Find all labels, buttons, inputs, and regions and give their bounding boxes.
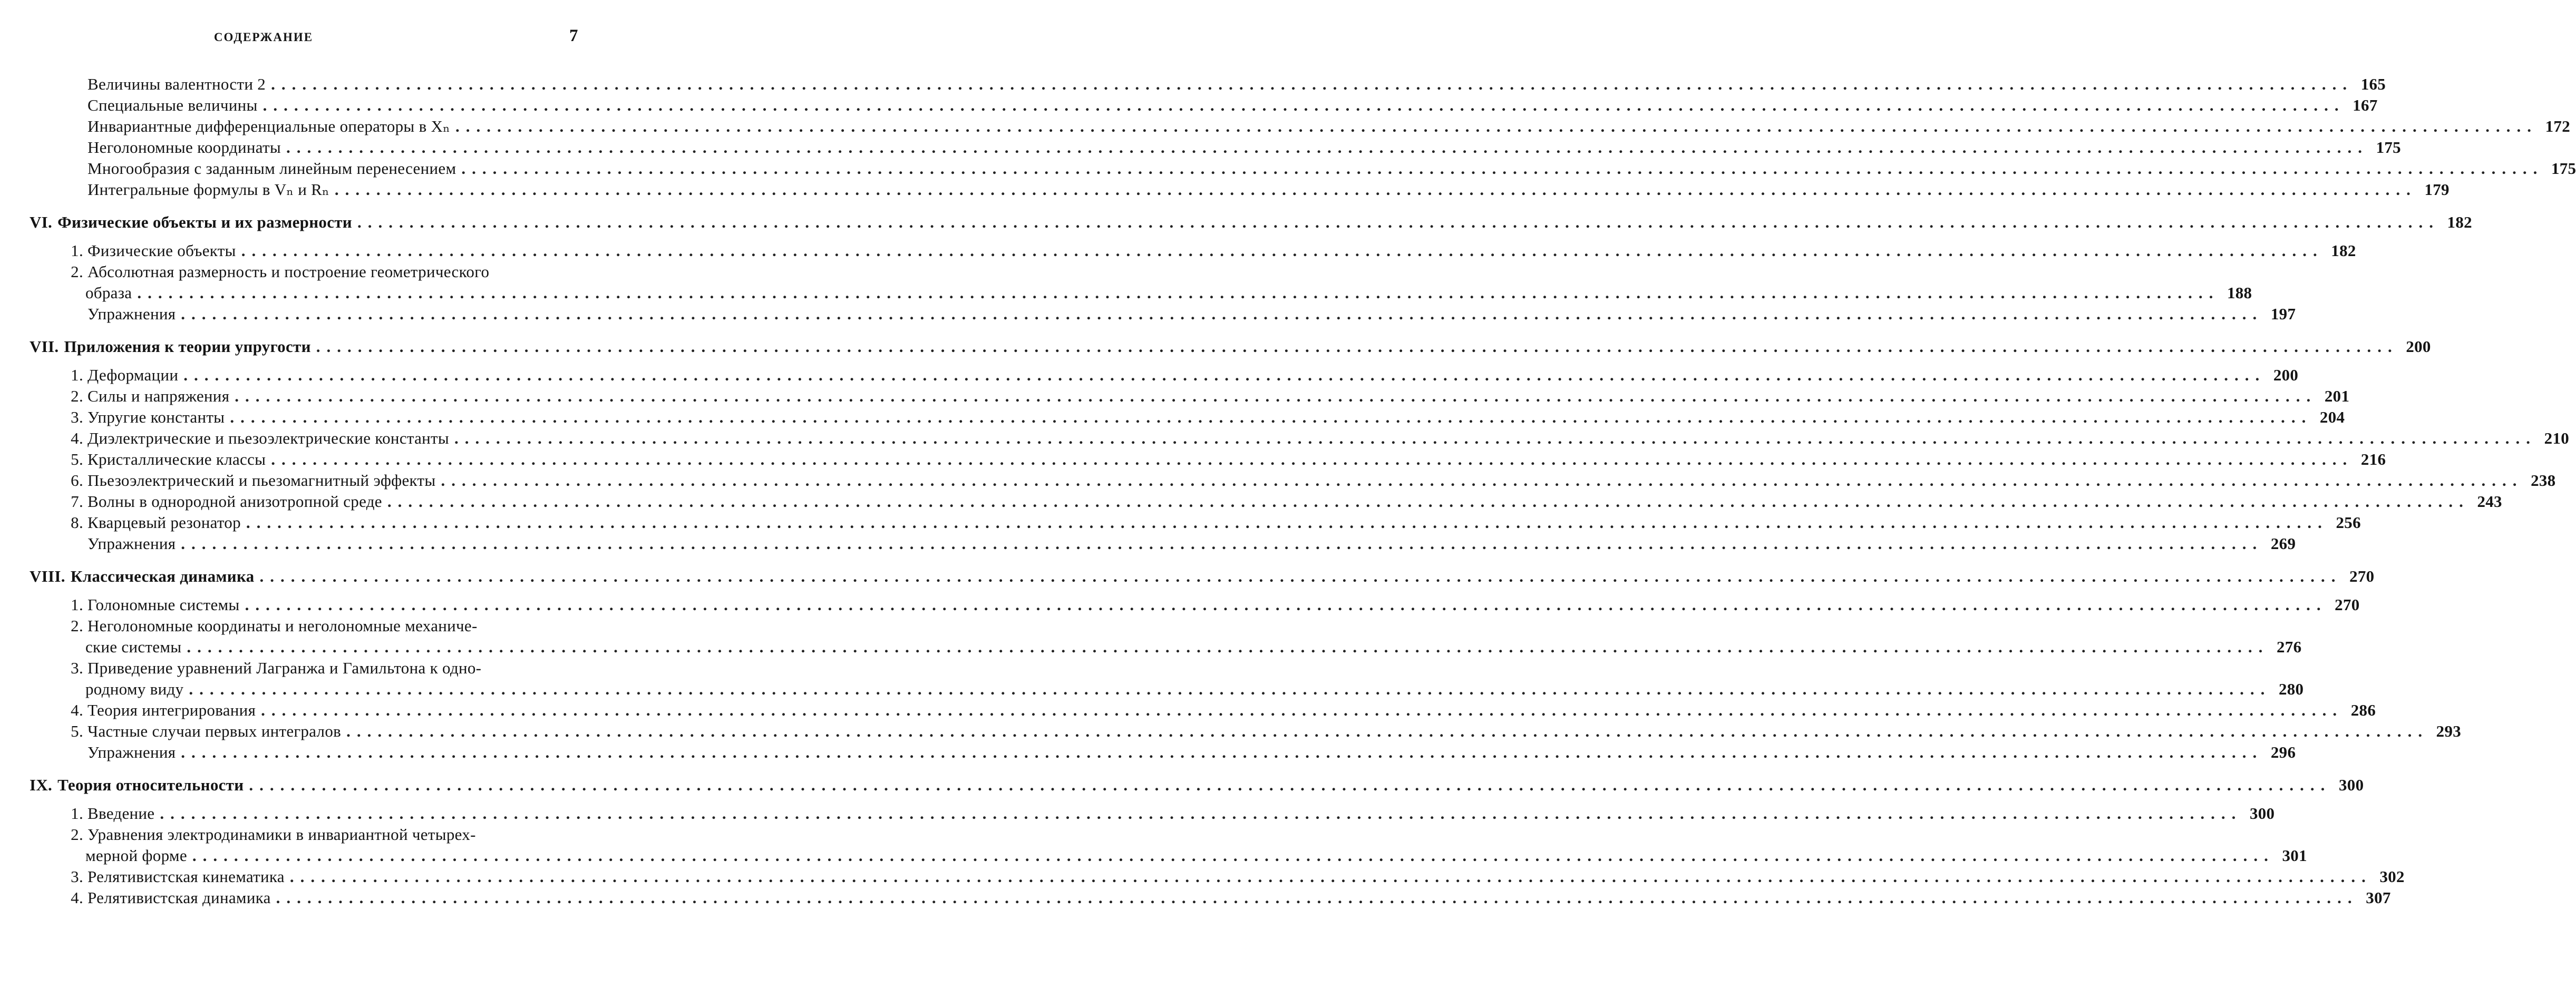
toc-page-number: 200 [2273,366,2299,384]
toc-title: Физические объекты и их размерности [57,213,352,231]
dot-leader: ........................................................................................................................................................................................................ [189,680,2271,698]
toc-section [30,887,2391,908]
toc-section [30,137,2401,158]
toc-line [30,845,2307,866]
dot-leader: ........................................................................................................................................................................................................ [455,117,2538,135]
toc-section [30,116,2570,137]
toc-number: 2. [71,617,83,635]
toc-section [30,803,2275,824]
dot-leader: ........................................................................................................................................................................................................ [183,366,2266,384]
toc-title: Кварцевый резонатор [88,513,241,532]
running-title: СОДЕРЖАНИЕ [213,31,314,44]
dot-leader: ........................................................................................................................................................................................................ [249,776,2331,794]
toc-page-number: 197 [2270,305,2296,323]
toc-section [30,512,2361,533]
toc-page-number: 175 [2551,159,2576,178]
toc-line [30,470,2556,491]
toc-page-number: 167 [2353,96,2378,114]
dot-leader: ........................................................................................................................................................................................................ [181,534,2263,553]
toc-section [30,742,2296,763]
toc-line [30,365,2299,386]
toc-line [30,775,2364,796]
toc-number: IX. [30,776,53,794]
toc-line [30,212,2472,233]
toc-number: 4. [71,888,83,907]
toc-title: Введение [88,804,155,823]
dot-leader: ........................................................................................................................................................................................................ [192,846,2274,865]
toc-page-number: 307 [2366,888,2391,907]
toc-number: 4. [71,429,83,447]
toc-title: Теория относительности [57,776,244,794]
toc-title: Упругие константы [88,408,225,426]
toc-page-number: 301 [2282,846,2307,865]
toc-title: Величины валентности 2 [88,75,266,93]
toc-section [30,470,2556,491]
toc-line [30,74,2386,95]
toc-title: Упражнения [88,305,176,323]
toc-line [30,158,2576,179]
toc-number: 2. [71,825,83,844]
dot-leader: ........................................................................................................................................................................................................ [454,429,2537,447]
toc-title: Неголономные координаты [88,138,281,156]
toc-chapter [30,775,2364,796]
toc-number: 1. [71,241,83,260]
toc-section [30,261,2252,304]
toc-section [30,658,2304,700]
toc-title: Диэлектрические и пьезоэлектрические константы [88,429,450,447]
toc-page-number: 286 [2350,701,2376,719]
toc-line [30,700,2376,721]
dot-leader: ........................................................................................................................................................................................................ [246,513,2328,532]
toc-page-number: 276 [2276,638,2302,656]
table-of-contents [30,74,2576,908]
toc-page-number: 188 [2227,283,2252,302]
toc-section [30,240,2356,261]
dot-leader: ........................................................................................................................................................................................................ [271,450,2354,468]
toc-title-continuation: ские системы [85,638,182,656]
toc-page-number: 201 [2324,387,2350,405]
toc-chapter [30,212,2472,233]
dot-leader: ........................................................................................................................................................................................................ [235,387,2317,405]
toc-page-number: 270 [2335,595,2360,614]
toc-section [30,615,2302,658]
toc-title: Физические объекты [88,241,236,260]
toc-page-number: 182 [2331,241,2356,260]
toc-line [30,721,2462,742]
toc-title: Релятивистская кинематика [88,867,285,886]
toc-page-number: 280 [2278,680,2304,698]
toc-section [30,407,2345,428]
toc-page-number: 256 [2336,513,2361,532]
toc-title: Теория интегрирования [88,701,256,719]
toc-section [30,158,2576,179]
dot-leader: ........................................................................................................................................................................................................ [259,567,2342,585]
toc-section [30,365,2299,386]
toc-page-number: 238 [2531,471,2556,490]
toc-number: 1. [71,595,83,614]
toc-section [30,866,2405,887]
toc-chapter [30,566,2375,587]
toc-line [30,866,2405,887]
dot-leader: ........................................................................................................................................................................................................ [289,867,2372,886]
toc-section [30,700,2376,721]
toc-page-number: 204 [2319,408,2345,426]
toc-line [30,594,2360,615]
toc-section [30,824,2307,866]
toc-page-number: 210 [2544,429,2570,447]
toc-title: Классическая динамика [70,567,255,585]
toc-page-number: 165 [2360,75,2386,93]
toc-title: Частные случаи первых интегралов [88,722,342,740]
toc-section [30,95,2378,116]
dot-leader: ........................................................................................................................................................................................................ [271,75,2354,93]
toc-line [30,407,2345,428]
toc-title: Приведение уравнений Лагранжа и Гамильтона к одно- [88,659,482,677]
toc-number: VII. [30,337,59,356]
dot-leader: ........................................................................................................................................................................................................ [316,337,2398,356]
toc-number: 2. [71,262,83,281]
toc-page-number: 302 [2379,867,2405,886]
toc-title: Абсолютная размерность и построение геометрического [88,262,490,281]
toc-page-number: 296 [2270,743,2296,761]
toc-number: 5. [71,450,83,468]
dot-leader: ........................................................................................................................................................................................................ [263,96,2345,114]
toc-line [30,304,2296,325]
toc-line [30,615,595,637]
toc-section [30,428,2570,449]
toc-chapter [30,336,2431,357]
toc-number: 3. [71,408,83,426]
toc-title: Упражнения [88,534,176,553]
dot-leader: ........................................................................................................................................................................................................ [261,701,2344,719]
toc-title: Деформации [88,366,179,384]
toc-page-number: 269 [2270,534,2296,553]
toc-section [30,179,2449,200]
toc-section [30,721,2462,742]
toc-title-continuation: родному виду [85,680,184,698]
toc-title: Многообразия с заданным линейным перенесением [88,159,456,178]
toc-number: 5. [71,722,83,740]
toc-line [30,512,2361,533]
toc-title: Кристаллические классы [88,450,266,468]
toc-section [30,74,2386,95]
toc-title: Интегральные формулы в Vₙ и Rₙ [88,180,329,199]
toc-title: Волны в однородной анизотропной среде [88,492,382,511]
dot-leader: ........................................................................................................................................................................................................ [230,408,2312,426]
toc-line [30,658,595,679]
dot-leader: ........................................................................................................................................................................................................ [276,888,2358,907]
toc-number: 3. [71,867,83,886]
toc-title: Голономные системы [88,595,240,614]
toc-page-number: 182 [2447,213,2472,231]
dot-leader: ........................................................................................................................................................................................................ [334,180,2417,199]
toc-page-number: 270 [2349,567,2375,585]
toc-line [30,637,2302,658]
toc-title-continuation: мерной форме [85,846,187,865]
toc-line [30,336,2431,357]
toc-page-number: 179 [2424,180,2449,199]
dot-leader: ........................................................................................................................................................................................................ [245,595,2327,614]
dot-leader: ........................................................................................................................................................................................................ [387,492,2470,511]
toc-line [30,282,2252,304]
toc-section [30,533,2296,554]
toc-title: Уравнения электродинамики в инвариантной четырех- [88,825,476,844]
toc-page-number: 293 [2436,722,2462,740]
toc-number: 6. [71,471,83,490]
dot-leader: ........................................................................................................................................................................................................ [181,743,2263,761]
toc-number: 1. [71,366,83,384]
page-number: 7 [569,26,578,45]
toc-line [30,803,2275,824]
toc-title: Пьезоэлектрический и пьезомагнитный эффекты [88,471,436,490]
toc-page-number: 243 [2477,492,2502,511]
dot-leader: ........................................................................................................................................................................................................ [137,283,2220,302]
toc-number: 2. [71,387,83,405]
toc-title: Специальные величины [88,96,258,114]
dot-leader: ........................................................................................................................................................................................................ [160,804,2242,823]
toc-line [30,261,595,282]
toc-number: VIII. [30,567,65,585]
toc-title: Силы и напряжения [88,387,230,405]
dot-leader: ........................................................................................................................................................................................................ [441,471,2523,490]
toc-line [30,116,2570,137]
toc-page-number: 300 [2249,804,2275,823]
toc-line [30,824,595,845]
toc-title: Инвариантные дифференциальные операторы в Xₙ [88,117,450,135]
toc-number: 8. [71,513,83,532]
dot-leader: ........................................................................................................................................................................................................ [181,305,2263,323]
toc-title: Упражнения [88,743,176,761]
dot-leader: ........................................................................................................................................................................................................ [461,159,2544,178]
dot-leader: ........................................................................................................................................................................................................ [241,241,2324,260]
toc-section [30,386,2350,407]
dot-leader: ........................................................................................................................................................................................................ [187,638,2269,656]
toc-page-number: 172 [2545,117,2570,135]
toc-line [30,887,2391,908]
toc-page-number: 175 [2376,138,2401,156]
toc-number: 7. [71,492,83,511]
toc-page-number: 200 [2406,337,2431,356]
toc-title: Релятивистская динамика [88,888,271,907]
toc-line [30,566,2375,587]
toc-line [30,679,2304,700]
toc-section [30,594,2360,615]
toc-line [30,386,2350,407]
toc-number: VI. [30,213,53,231]
toc-line [30,95,2378,116]
toc-number: 4. [71,701,83,719]
toc-line [30,137,2401,158]
toc-section [30,304,2296,325]
toc-line [30,742,2296,763]
dot-leader: ........................................................................................................................................................................................................ [346,722,2429,740]
toc-line [30,449,2386,470]
toc-title: Приложения к теории упругости [64,337,311,356]
toc-title: Неголономные координаты и неголономные механиче- [88,617,478,635]
toc-line [30,491,2502,512]
toc-number: 3. [71,659,83,677]
toc-section [30,449,2386,470]
toc-line [30,428,2570,449]
toc-number: 1. [71,804,83,823]
dot-leader: ........................................................................................................................................................................................................ [357,213,2439,231]
page-header [0,26,633,52]
toc-section [30,491,2502,512]
toc-line [30,533,2296,554]
toc-line [30,179,2449,200]
toc-title-continuation: образа [85,283,132,302]
dot-leader: ........................................................................................................................................................................................................ [286,138,2368,156]
toc-page-number: 216 [2360,450,2386,468]
toc-line [30,240,2356,261]
toc-page-number: 300 [2338,776,2364,794]
